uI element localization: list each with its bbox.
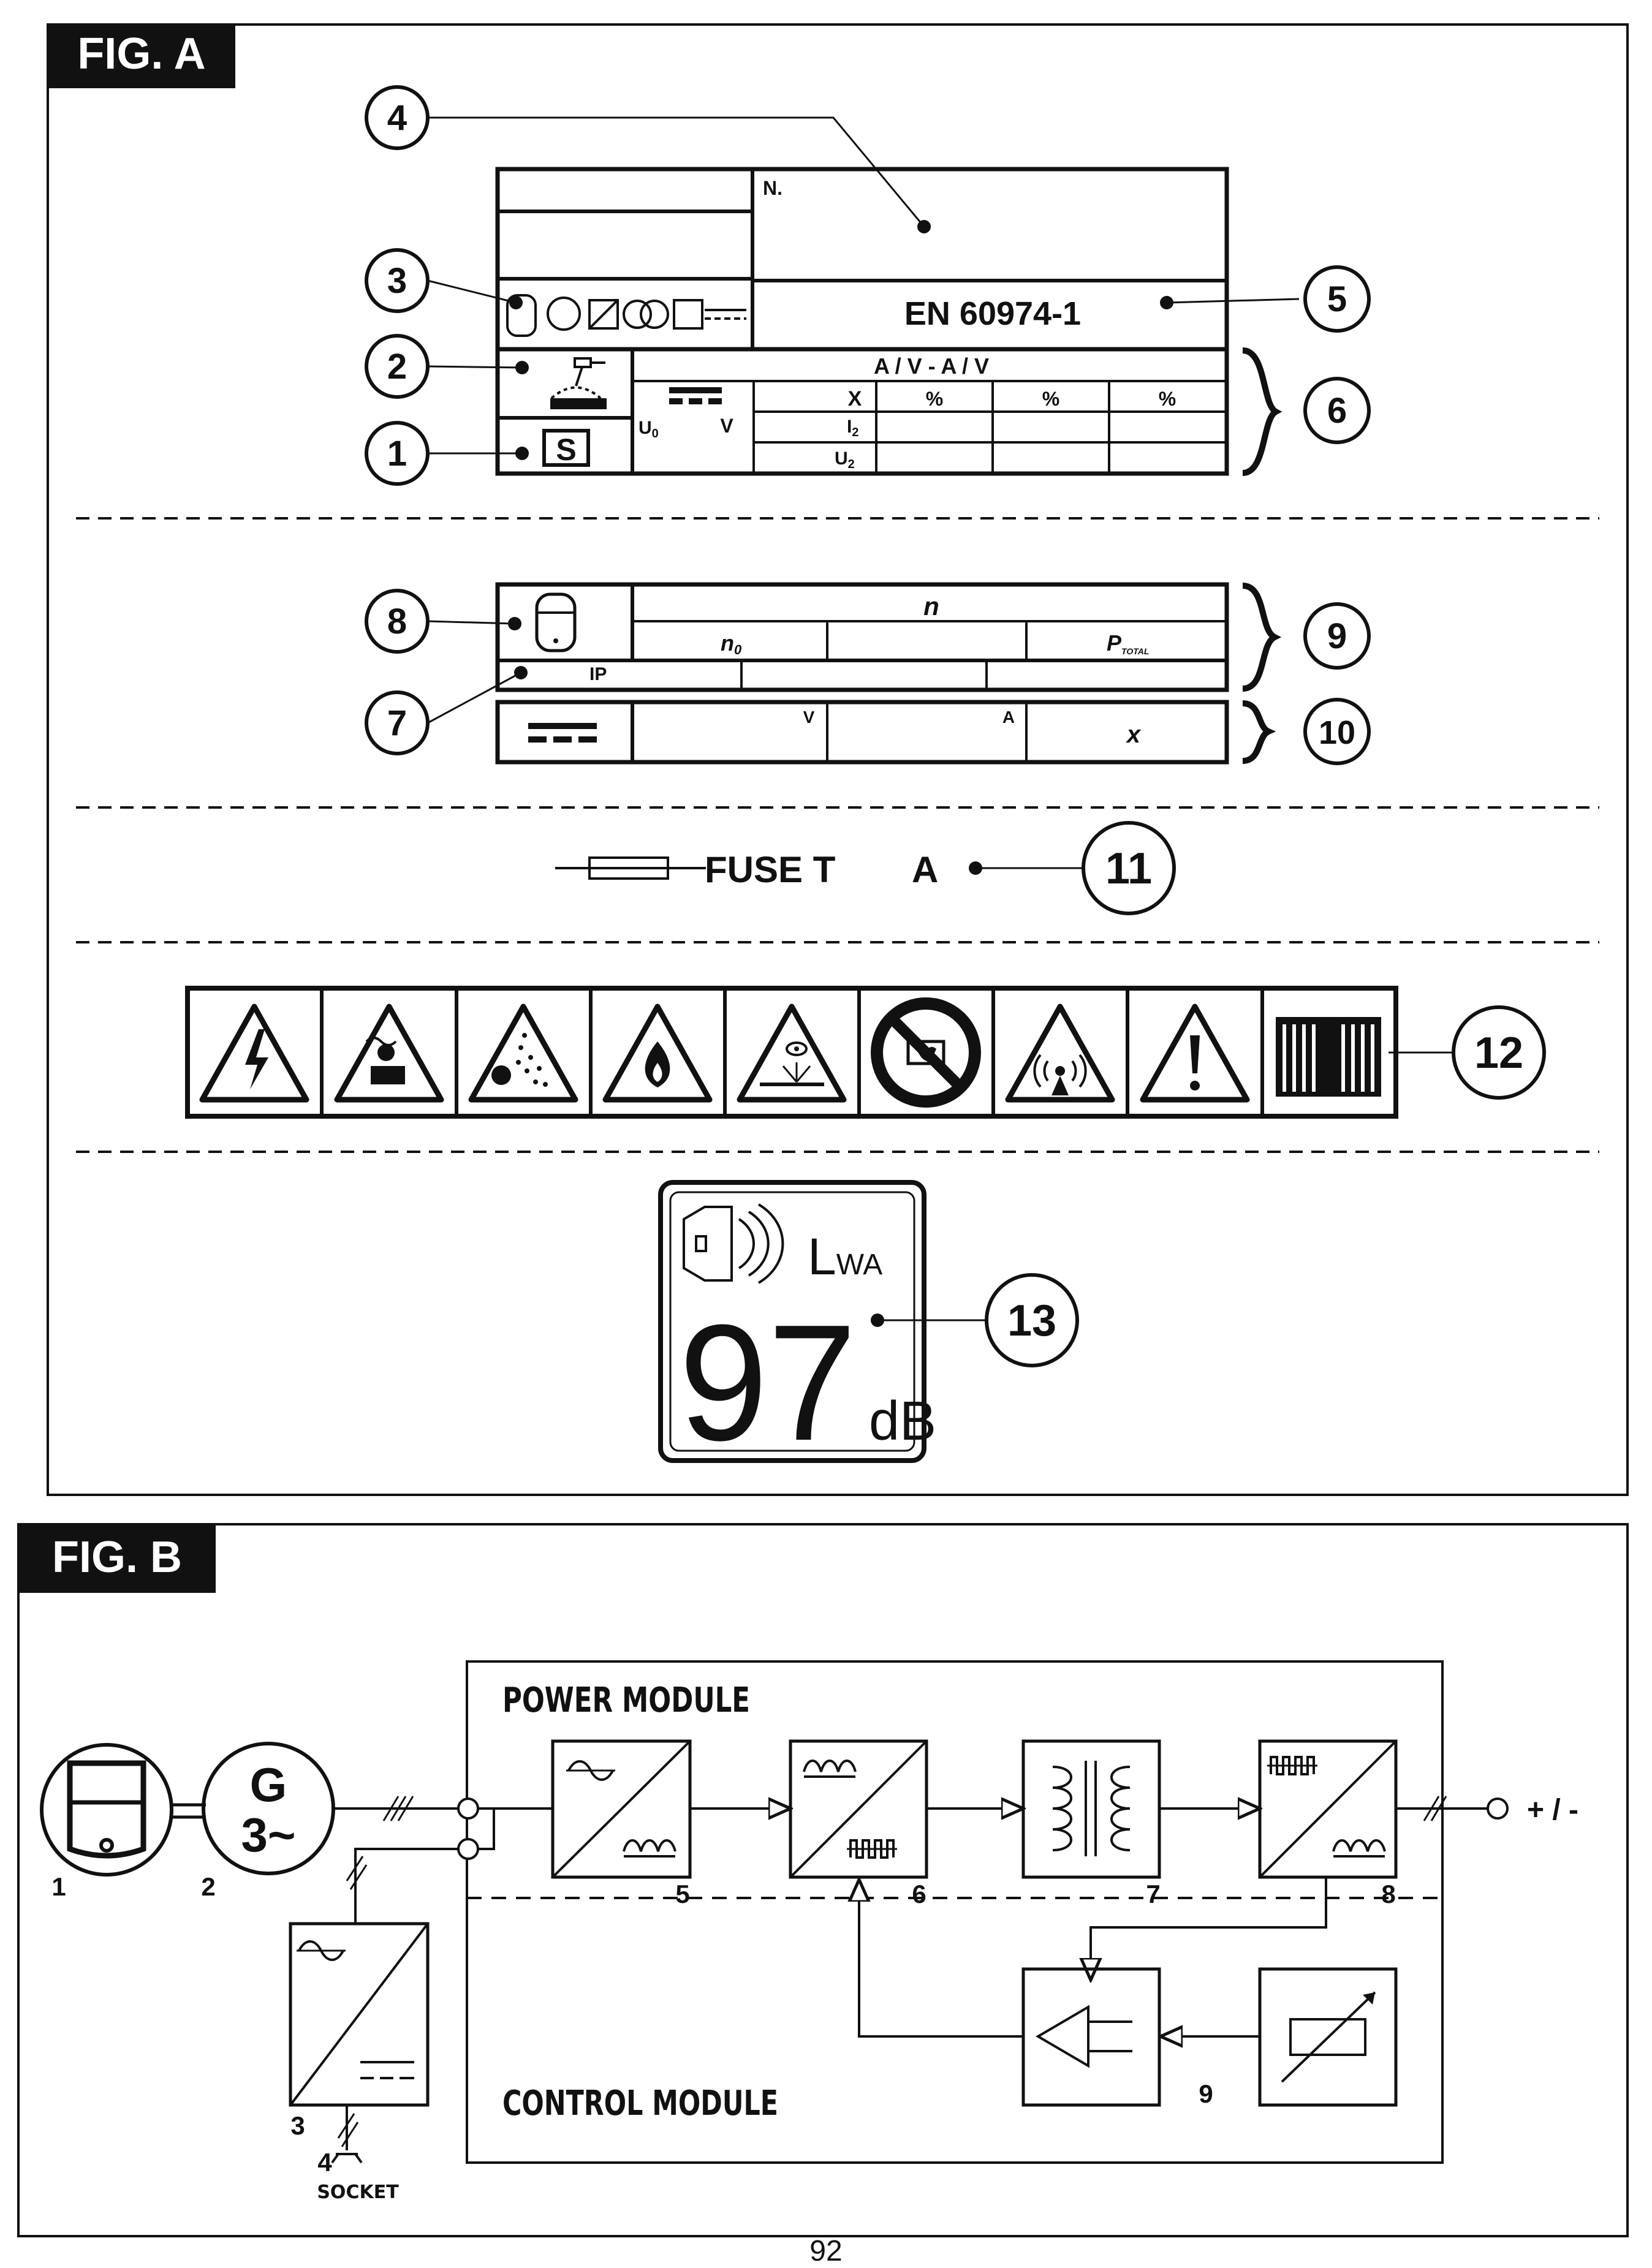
sound-value: 97 [679,1291,857,1475]
control-loop-wiring [859,1877,1326,2036]
callout-12 [1453,1007,1544,1098]
dc-output-plate [498,702,1227,762]
output-polarity-label: + / - [1527,1794,1579,1826]
engine-n0-label: n0 [721,630,742,657]
engine-block [42,1745,172,1901]
page-number: 92 [809,2235,843,2265]
svg-text:6: 6 [1327,391,1347,431]
fuse-unit: A [912,849,939,890]
engine-ptotal-label: PTOTAL [1107,630,1150,656]
shaft-coupling [172,1805,206,1817]
output-terminal [1396,1796,1507,1821]
plate-n-label: N. [763,177,782,199]
callout-10 [1305,700,1369,763]
svg-text:9: 9 [1327,616,1347,656]
dc-output-icon [528,723,597,743]
read-manual-icon [1276,1017,1381,1097]
plate-percent-3: % [1158,388,1176,410]
fig-b [18,1524,1627,2236]
svg-text:13: 13 [1007,1296,1057,1345]
callout-13 [987,1275,1077,1366]
fig-a-braces [1243,350,1276,761]
dc-x-label: x [1126,721,1141,748]
engine-ip-label: IP [589,664,607,684]
fuse-label: FUSE T [705,849,836,890]
sound-label [661,1182,936,1475]
generator-mini-icon [548,298,580,330]
callout-11 [1083,823,1174,913]
plate-standard: EN 60974-1 [904,295,1082,332]
rating-plate [498,169,1227,474]
no-pacemaker-icon [877,1004,975,1102]
warning-strip [188,988,1396,1116]
callout-3 [366,250,428,311]
svg-text:8: 8 [1381,1880,1396,1908]
callout-4 [366,87,428,148]
socket-label: SOCKET [317,2182,399,2203]
svg-text:1: 1 [51,1872,66,1901]
plate-x-label: X [847,387,862,410]
fig-b-title: FIG. B [52,1533,182,1582]
control-module-label: CONTROL MODULE [502,2084,778,2123]
electromagnetic-field-icon [1008,1007,1112,1100]
fig-a [48,25,1627,1495]
current-regulator-block [1260,1969,1396,2105]
svg-text:2: 2 [387,347,407,387]
rectifier-block [553,1741,690,1908]
plate-percent-1: % [925,388,944,410]
plate-v-label: V [720,415,733,437]
welding-fumes-icon [337,1007,441,1100]
generator-block [201,1744,333,1901]
svg-text:9: 9 [1199,2079,1213,2108]
svg-text:11: 11 [1105,844,1153,893]
transformer-mini-icon [624,301,651,328]
svg-text:5: 5 [1327,279,1347,319]
s-mark-icon [544,431,588,467]
svg-text:10: 10 [1318,714,1356,751]
electric-shock-icon [202,1007,306,1100]
svg-text:7: 7 [387,703,407,743]
plate-u2-label: $U_2$ [835,448,855,471]
svg-text:3: 3 [290,2111,305,2140]
socket-number: 4 [317,2148,332,2177]
dc-a-label: A [1002,708,1015,727]
power-module-label: POWER MODULE [502,1680,750,1720]
svg-text:7: 7 [1146,1880,1161,1908]
svg-text:2: 2 [201,1872,216,1901]
sound-label-title: LWA [808,1228,883,1285]
svg-text:3: 3 [387,261,407,301]
control-driver-block [1023,1969,1213,2108]
svg-text:G: G [249,1758,287,1812]
callout-1 [366,423,428,484]
speaker-icon [684,1204,782,1283]
plate-i2-label: $I_2$ [847,417,859,439]
welding-process-icon [551,358,605,408]
svg-text:1: 1 [387,434,407,474]
svg-text:12: 12 [1474,1029,1524,1078]
auxiliary-converter-block [290,1924,428,2140]
callout-5 [1305,267,1369,331]
callout-7 [366,692,428,754]
svg-text:5: 5 [675,1880,690,1908]
callout-2 [366,336,428,397]
fig-a-title: FIG. A [77,29,206,78]
transformer-block [1023,1741,1161,1908]
rectifier-mini-icon [674,300,702,328]
svg-text:3~: 3~ [241,1808,296,1862]
fuse-symbol-icon [555,858,706,879]
plate-percent-2: % [1042,388,1060,410]
output-rectifier-block [1260,1741,1396,1908]
svg-text:S: S [556,433,577,467]
fire-icon [605,1007,710,1100]
svg-text:4: 4 [387,98,407,138]
plate-symbol-row [507,295,746,336]
svg-text:8: 8 [387,602,407,641]
plate-output-range: A / V - A / V [873,353,990,379]
engine-n-label: n [923,592,939,621]
dc-v-label: V [803,708,815,727]
general-warning-icon [1143,1007,1247,1100]
plate-u0-label: $U_0$ [638,418,659,440]
dc-current-icon [669,387,722,404]
svg-text:6: 6 [912,1880,926,1908]
arc-radiation-icon [740,1007,844,1100]
sparks-icon [471,1007,575,1100]
callout-6 [1305,379,1369,442]
callout-9 [1305,604,1369,668]
callout-8 [366,591,428,652]
fig-a-dots [508,220,1173,1327]
sound-unit: dB [869,1391,937,1452]
